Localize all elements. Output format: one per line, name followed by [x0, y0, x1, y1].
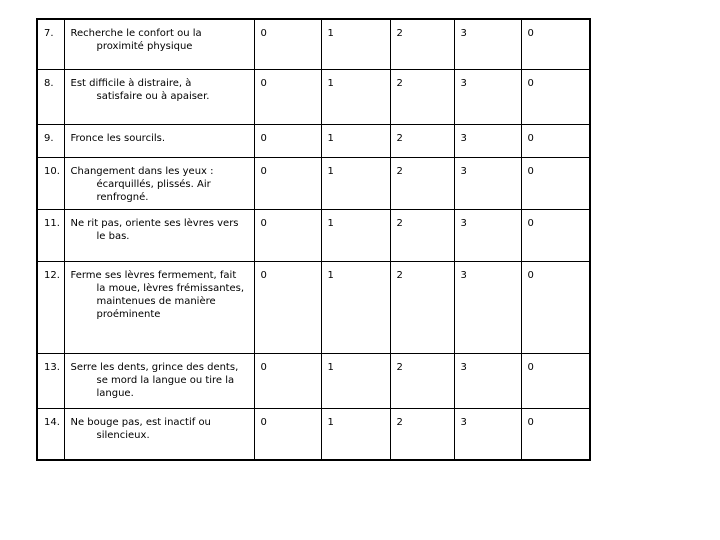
score-cell: 3: [454, 209, 521, 261]
item-number: 10.: [37, 157, 64, 209]
item-number: 12.: [37, 261, 64, 353]
score-cell: 2: [390, 209, 454, 261]
score-cell: 3: [454, 69, 521, 124]
score-cell: 0: [254, 209, 321, 261]
score-cell: 0: [521, 19, 590, 69]
score-cell: 3: [454, 408, 521, 460]
score-cell: 2: [390, 124, 454, 157]
item-number: 8.: [37, 69, 64, 124]
table-row: [37, 19, 590, 69]
score-cell: 3: [454, 261, 521, 353]
item-description: [64, 69, 254, 124]
score-cell: 1: [321, 157, 390, 209]
score-cell: 2: [390, 157, 454, 209]
item-description-line: Ferme ses lèvres fermement, fait: [70, 269, 237, 281]
table-row: [37, 157, 590, 209]
score-cell: 1: [321, 209, 390, 261]
item-number: 11.: [37, 209, 64, 261]
item-description-line: satisfaire ou à apaiser.: [96, 90, 210, 102]
item-description: [64, 157, 254, 209]
score-cell: 1: [321, 408, 390, 460]
score-cell: 0: [521, 353, 590, 408]
item-number: 13.: [37, 353, 64, 408]
score-cell: 1: [321, 353, 390, 408]
score-cell: 0: [521, 408, 590, 460]
score-cell: 2: [390, 261, 454, 353]
item-description-line: le bas.: [96, 230, 130, 242]
table-row: [37, 353, 590, 408]
table-row: [37, 124, 590, 157]
score-cell: 0: [521, 157, 590, 209]
item-description: [64, 261, 254, 353]
item-description-line: proximité physique: [96, 41, 193, 52]
score-cell: 2: [390, 19, 454, 69]
table-row: [37, 408, 590, 460]
score-cell: 3: [454, 353, 521, 408]
item-number: 7.: [37, 19, 64, 69]
score-cell: 3: [454, 124, 521, 157]
item-description: [64, 353, 254, 408]
item-description-line: Est difficile à distraire, à: [70, 77, 192, 89]
item-description-line: Recherche le confort ou la: [70, 28, 202, 39]
score-cell: 0: [254, 19, 321, 69]
item-description-line: se mord la langue ou tire la: [96, 374, 235, 386]
score-cell: 0: [521, 209, 590, 261]
score-cell: 0: [254, 353, 321, 408]
table-row: [37, 261, 590, 353]
item-description-line: proéminente: [96, 308, 161, 320]
score-cell: 2: [390, 69, 454, 124]
score-cell: 2: [390, 408, 454, 460]
item-description-line: Ne bouge pas, est inactif ou: [70, 416, 211, 428]
score-cell: 0: [521, 261, 590, 353]
item-description-line: silencieux.: [96, 429, 150, 441]
score-cell: 1: [321, 69, 390, 124]
score-cell: 0: [521, 124, 590, 157]
item-description-line: la moue, lèvres frémissantes,: [96, 282, 245, 294]
score-cell: 0: [521, 69, 590, 124]
item-description-line: Serre les dents, grince des dents,: [70, 361, 239, 373]
table-row: [37, 69, 590, 124]
item-description-line: écarquillés, plissés. Air: [96, 178, 211, 190]
score-cell: 2: [390, 353, 454, 408]
item-description-line: Changement dans les yeux :: [70, 165, 214, 177]
item-number: 9.: [37, 124, 64, 157]
score-cell: 0: [254, 157, 321, 209]
table-row: [37, 209, 590, 261]
item-description-line: langue.: [96, 387, 134, 399]
item-description-line: maintenues de manière: [96, 295, 216, 307]
score-cell: 0: [254, 408, 321, 460]
item-description-line: Fronce les sourcils.: [70, 132, 166, 144]
item-description-line: renfrogné.: [96, 191, 149, 203]
item-description: [64, 408, 254, 460]
score-cell: 1: [321, 19, 390, 69]
behavior-scale-table: [36, 18, 591, 461]
item-description: [64, 209, 254, 261]
score-cell: 0: [254, 69, 321, 124]
item-number: 14.: [37, 408, 64, 460]
item-description: [64, 19, 254, 69]
score-cell: 0: [254, 124, 321, 157]
score-cell: 1: [321, 124, 390, 157]
item-description: [64, 124, 254, 157]
item-description-line: Ne rit pas, oriente ses lèvres vers: [70, 217, 239, 229]
score-cell: 1: [321, 261, 390, 353]
score-cell: 0: [254, 261, 321, 353]
score-cell: 3: [454, 19, 521, 69]
score-cell: 3: [454, 157, 521, 209]
